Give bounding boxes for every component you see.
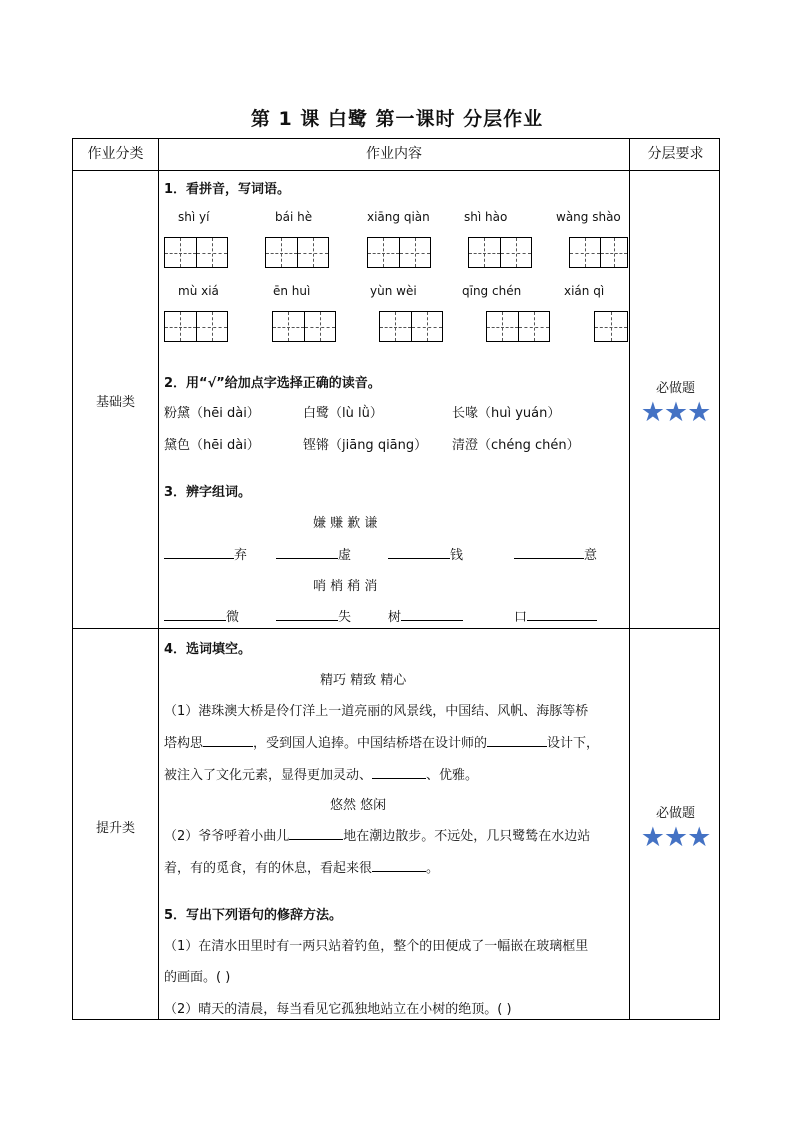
- writing-grid[interactable]: [272, 311, 336, 342]
- header-requirement: 分层要求: [647, 146, 704, 162]
- star-rating-basic: ★★★: [640, 397, 711, 428]
- writing-grid[interactable]: [164, 311, 228, 342]
- pronunciation-item: 白鹭（lù lǜ）: [303, 406, 383, 421]
- q2-title: 2．用“√”给加点字选择正确的读音。: [164, 376, 381, 391]
- writing-grid[interactable]: [486, 311, 550, 342]
- word-blank[interactable]: 意: [514, 544, 597, 563]
- word-blank[interactable]: 虚: [276, 544, 351, 563]
- category-advanced: 提升类: [95, 821, 135, 836]
- column-divider: [158, 139, 159, 1019]
- pronunciation-item: 铿锵（jiāng qiāng）: [303, 438, 428, 453]
- pinyin-label: yùn wèi: [370, 284, 417, 298]
- q5-title: 5．写出下列语句的修辞方法。: [164, 908, 343, 923]
- paragraph-line: （1）港珠澳大桥是伶仃洋上一道亮丽的风景线，中国结、风帆、海豚等桥: [164, 704, 589, 719]
- word-blank[interactable]: 口: [514, 606, 597, 625]
- pinyin-label: wàng shào: [556, 210, 621, 224]
- paragraph-line: （2）爷爷呼着小曲儿 地在潮边散步。不远处，几只鹭鸶在水边站: [164, 829, 591, 844]
- requirement-basic: 必做题: [655, 381, 695, 396]
- sentence-line: 的画面。( ): [164, 970, 231, 985]
- paragraph-line: 着，有的觅食，有的休息，看起来很 。: [164, 861, 440, 876]
- word-options: 悠然 悠闲: [330, 798, 387, 813]
- char-group: 哨 梢 稍 消: [313, 579, 378, 594]
- column-divider: [629, 139, 630, 1019]
- pronunciation-item: 长喙（huì yuán）: [452, 406, 561, 421]
- writing-grid[interactable]: [569, 237, 628, 268]
- writing-grid[interactable]: [367, 237, 431, 268]
- requirement-advanced: 必做题: [655, 806, 695, 821]
- writing-grid[interactable]: [379, 311, 443, 342]
- row-divider: [73, 628, 719, 629]
- q4-title: 4．选词填空。: [164, 642, 252, 657]
- pinyin-label: mù xiá: [178, 284, 219, 298]
- sentence-line: （2）晴天的清晨，每当看见它孤独地站立在小树的绝顶。( ): [164, 1002, 512, 1017]
- pinyin-label: ēn huì: [273, 284, 311, 298]
- pinyin-label: qīng chén: [462, 284, 522, 298]
- char-group: 嫌 赚 歉 谦: [313, 516, 378, 531]
- paragraph-line: 塔构思 ，受到国人追捧。中国结桥塔在设计师的 设计下，: [164, 736, 600, 751]
- fill-blank[interactable]: [487, 734, 547, 747]
- pinyin-label: shì yí: [178, 210, 210, 224]
- pronunciation-item: 清澄（chéng chén）: [452, 438, 580, 453]
- word-blank[interactable]: 弃: [164, 544, 247, 563]
- q1-title: 1．看拼音，写词语。: [164, 182, 291, 197]
- sentence-line: （1）在清水田里时有一两只站着钓鱼，整个的田便成了一幅嵌在玻璃框里: [164, 939, 589, 954]
- writing-grid[interactable]: [164, 237, 228, 268]
- q3-title: 3．辨字组词。: [164, 485, 252, 500]
- word-options: 精巧 精致 精心: [320, 673, 407, 688]
- fill-blank[interactable]: [372, 859, 426, 872]
- pronunciation-item: 粉黛（hēi dài）: [164, 406, 260, 421]
- pinyin-label: xián qì: [564, 284, 605, 298]
- pronunciation-item: 黛色（hēi dài）: [164, 438, 260, 453]
- header-content: 作业内容: [366, 146, 422, 162]
- word-blank[interactable]: 钱: [388, 544, 463, 563]
- fill-blank[interactable]: [372, 766, 426, 779]
- writing-grid[interactable]: [594, 311, 628, 342]
- homework-table: [72, 138, 720, 1020]
- word-blank[interactable]: 微: [164, 606, 239, 625]
- star-rating-advanced: ★★★: [640, 822, 711, 853]
- fill-blank[interactable]: [289, 827, 343, 840]
- page-title: 第 1 课 白鹭 第一课时 分层作业: [250, 108, 544, 130]
- header-category: 作业分类: [87, 146, 144, 162]
- category-basic: 基础类: [95, 395, 135, 410]
- writing-grid[interactable]: [468, 237, 532, 268]
- pinyin-label: xiāng qiàn: [367, 210, 430, 224]
- pinyin-label: bái hè: [275, 210, 313, 224]
- fill-blank[interactable]: [203, 734, 253, 747]
- pinyin-label: shì hào: [464, 210, 508, 224]
- word-blank[interactable]: 树: [388, 606, 463, 625]
- row-divider: [73, 170, 719, 171]
- writing-grid[interactable]: [265, 237, 329, 268]
- word-blank[interactable]: 失: [276, 606, 351, 625]
- paragraph-line: 被注入了文化元素，显得更加灵动、 、优雅。: [164, 768, 479, 783]
